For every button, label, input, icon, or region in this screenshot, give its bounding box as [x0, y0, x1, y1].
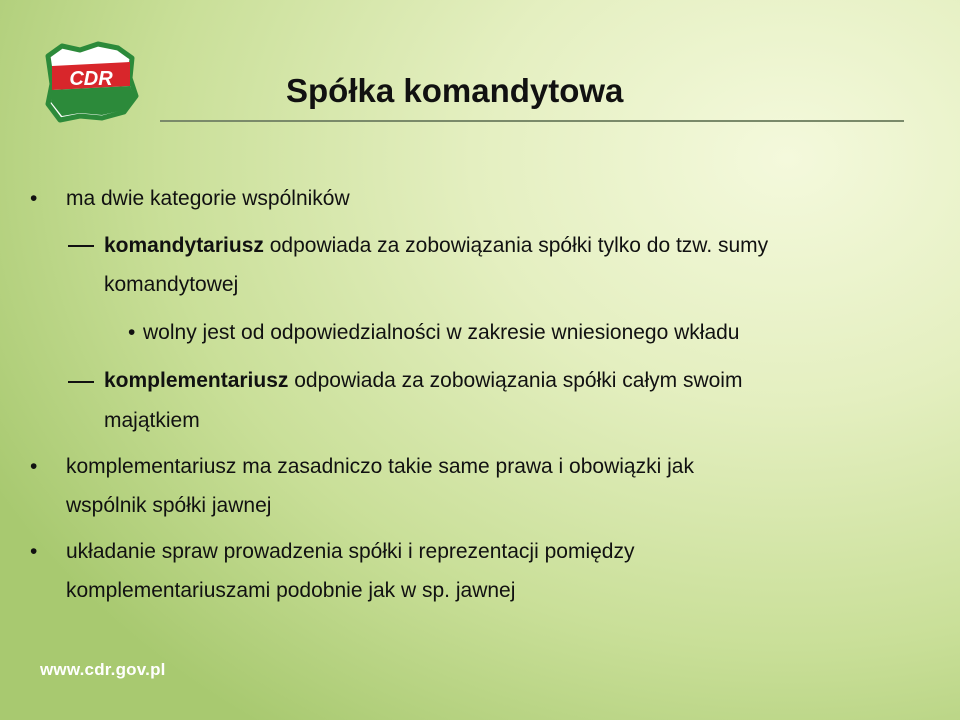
bullet-1-text: ma dwie kategorie wspólników	[66, 187, 350, 210]
footer-url: www.cdr.gov.pl	[40, 660, 166, 679]
bullet-3-text-line2: komplementariuszami podobnie jak w sp. jawnej	[66, 579, 516, 602]
sub-bullet-text: wolny jest od odpowiedzialności w zakresie wniesionego wkładu	[143, 321, 740, 344]
bullet-icon: •	[30, 187, 38, 210]
dash-2-text	[104, 368, 742, 394]
dash-2-text-line2: majątkiem	[104, 409, 200, 432]
dash-2-rest: odpowiada za zobowiązania spółki całym swoim	[288, 369, 743, 392]
dash-2-term: komplementariusz	[104, 369, 289, 392]
dash-1-rest: odpowiada za zobowiązania spółki tylko do tzw. sumy	[263, 234, 769, 257]
dash-icon	[68, 381, 94, 383]
bullet-icon: •	[30, 540, 38, 563]
bullet-3-text: układanie spraw prowadzenia spółki i reprezentacji pomiędzy	[66, 540, 635, 563]
logo-text: CDR	[69, 68, 113, 90]
bullet-2-text: komplementariusz ma zasadniczo takie same prawa i obowiązki jak	[66, 455, 694, 478]
bullet-icon: •	[128, 321, 136, 344]
dash-1-term: komandytariusz	[104, 234, 264, 257]
slide-title: Spółka komandytowa	[286, 72, 624, 109]
bullet-2-text-line2: wspólnik spółki jawnej	[66, 494, 272, 517]
dash-1-text	[104, 233, 768, 259]
bullet-icon: •	[30, 455, 38, 478]
dash-icon	[68, 245, 94, 247]
dash-1-text-line2: komandytowej	[104, 273, 239, 296]
